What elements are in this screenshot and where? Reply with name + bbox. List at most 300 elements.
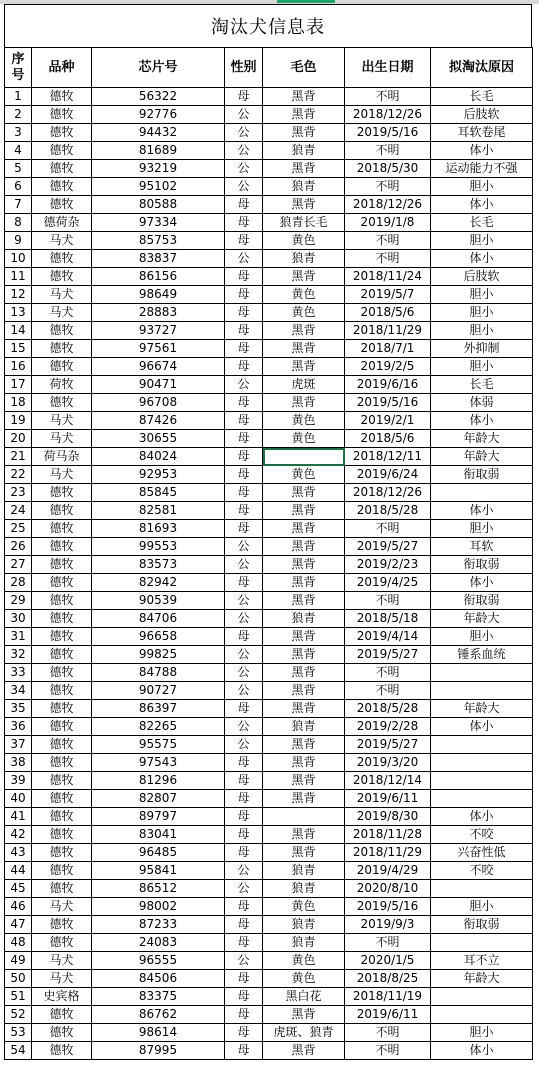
header-reason[interactable]: 拟淘汰原因 bbox=[431, 48, 533, 88]
cell-coat[interactable]: 狼青 bbox=[263, 250, 345, 268]
cell-seq[interactable]: 10 bbox=[5, 250, 32, 268]
cell-dob[interactable]: 不明 bbox=[345, 1042, 431, 1060]
cell-dob[interactable]: 不明 bbox=[345, 232, 431, 250]
cell-reason[interactable]: 体小 bbox=[431, 502, 533, 520]
cell-seq[interactable]: 1 bbox=[5, 88, 32, 106]
cell-seq[interactable]: 9 bbox=[5, 232, 32, 250]
cell-sex[interactable]: 母 bbox=[225, 394, 263, 412]
cell-dob[interactable]: 2019/5/27 bbox=[345, 646, 431, 664]
cell-chip[interactable]: 98002 bbox=[92, 898, 225, 916]
cell-chip[interactable]: 99553 bbox=[92, 538, 225, 556]
cell-dob[interactable]: 2019/8/30 bbox=[345, 808, 431, 826]
cell-dob[interactable]: 不明 bbox=[345, 1024, 431, 1042]
cell-dob[interactable]: 2018/5/6 bbox=[345, 304, 431, 322]
cell-chip[interactable]: 84706 bbox=[92, 610, 225, 628]
cell-chip[interactable]: 96674 bbox=[92, 358, 225, 376]
cell-seq[interactable]: 34 bbox=[5, 682, 32, 700]
cell-sex[interactable]: 公 bbox=[225, 718, 263, 736]
cell-sex[interactable]: 母 bbox=[225, 412, 263, 430]
cell-reason[interactable]: 胆小 bbox=[431, 322, 533, 340]
cell-chip[interactable]: 96555 bbox=[92, 952, 225, 970]
cell-seq[interactable]: 17 bbox=[5, 376, 32, 394]
cell-seq[interactable]: 31 bbox=[5, 628, 32, 646]
cell-breed[interactable]: 德牧 bbox=[32, 592, 92, 610]
cell-sex[interactable]: 母 bbox=[225, 268, 263, 286]
cell-reason[interactable] bbox=[431, 1006, 533, 1024]
cell-chip[interactable]: 83573 bbox=[92, 556, 225, 574]
cell-chip[interactable]: 86762 bbox=[92, 1006, 225, 1024]
cell-chip[interactable]: 85753 bbox=[92, 232, 225, 250]
cell-reason[interactable]: 体小 bbox=[431, 142, 533, 160]
cell-reason[interactable]: 外抑制 bbox=[431, 340, 533, 358]
cell-coat[interactable]: 黑背 bbox=[263, 484, 345, 502]
cell-chip[interactable]: 99825 bbox=[92, 646, 225, 664]
cell-dob[interactable]: 2018/11/28 bbox=[345, 826, 431, 844]
cell-seq[interactable]: 47 bbox=[5, 916, 32, 934]
cell-dob[interactable]: 2019/4/14 bbox=[345, 628, 431, 646]
cell-dob[interactable]: 不明 bbox=[345, 592, 431, 610]
cell-dob[interactable]: 2019/5/16 bbox=[345, 394, 431, 412]
cell-seq[interactable]: 35 bbox=[5, 700, 32, 718]
cell-breed[interactable]: 德牧 bbox=[32, 178, 92, 196]
cell-coat[interactable]: 黑背 bbox=[263, 196, 345, 214]
cell-dob[interactable]: 不明 bbox=[345, 682, 431, 700]
cell-coat[interactable]: 狼青 bbox=[263, 142, 345, 160]
cell-sex[interactable]: 母 bbox=[225, 484, 263, 502]
cell-reason[interactable]: 体弱 bbox=[431, 394, 533, 412]
cell-reason[interactable]: 胆小 bbox=[431, 286, 533, 304]
cell-chip[interactable]: 89797 bbox=[92, 808, 225, 826]
cell-coat[interactable]: 黄色 bbox=[263, 970, 345, 988]
cell-sex[interactable]: 母 bbox=[225, 772, 263, 790]
cell-seq[interactable]: 7 bbox=[5, 196, 32, 214]
cell-reason[interactable]: 体小 bbox=[431, 808, 533, 826]
cell-coat[interactable]: 黑背 bbox=[263, 736, 345, 754]
cell-reason[interactable]: 后肢软 bbox=[431, 106, 533, 124]
cell-seq[interactable]: 38 bbox=[5, 754, 32, 772]
cell-seq[interactable]: 12 bbox=[5, 286, 32, 304]
cell-reason[interactable]: 胆小 bbox=[431, 520, 533, 538]
cell-dob[interactable]: 2018/8/25 bbox=[345, 970, 431, 988]
cell-dob[interactable]: 2019/5/27 bbox=[345, 736, 431, 754]
cell-sex[interactable]: 公 bbox=[225, 682, 263, 700]
cell-reason[interactable]: 体小 bbox=[431, 250, 533, 268]
cell-dob[interactable]: 2019/6/11 bbox=[345, 790, 431, 808]
cell-breed[interactable]: 德牧 bbox=[32, 322, 92, 340]
cell-chip[interactable]: 82581 bbox=[92, 502, 225, 520]
cell-dob[interactable]: 2018/11/24 bbox=[345, 268, 431, 286]
header-breed[interactable]: 品种 bbox=[32, 48, 92, 88]
cell-seq[interactable]: 21 bbox=[5, 448, 32, 466]
cell-seq[interactable]: 43 bbox=[5, 844, 32, 862]
cell-dob[interactable]: 2018/12/26 bbox=[345, 106, 431, 124]
cell-reason[interactable]: 胆小 bbox=[431, 1024, 533, 1042]
cell-dob[interactable]: 2018/11/29 bbox=[345, 322, 431, 340]
cell-sex[interactable]: 母 bbox=[225, 340, 263, 358]
cell-reason[interactable]: 年龄大 bbox=[431, 700, 533, 718]
cell-sex[interactable]: 公 bbox=[225, 862, 263, 880]
cell-breed[interactable]: 德牧 bbox=[32, 484, 92, 502]
cell-reason[interactable]: 年龄大 bbox=[431, 430, 533, 448]
cell-breed[interactable]: 德牧 bbox=[32, 340, 92, 358]
cell-chip[interactable]: 98649 bbox=[92, 286, 225, 304]
cell-reason[interactable] bbox=[431, 880, 533, 898]
cell-sex[interactable]: 母 bbox=[225, 1024, 263, 1042]
cell-breed[interactable]: 德牧 bbox=[32, 574, 92, 592]
cell-dob[interactable]: 2019/6/11 bbox=[345, 1006, 431, 1024]
cell-coat[interactable]: 黑背 bbox=[263, 358, 345, 376]
cell-sex[interactable]: 公 bbox=[225, 376, 263, 394]
cell-breed[interactable]: 马犬 bbox=[32, 952, 92, 970]
cell-reason[interactable]: 长毛 bbox=[431, 376, 533, 394]
cell-dob[interactable]: 2019/5/16 bbox=[345, 124, 431, 142]
cell-chip[interactable]: 84024 bbox=[92, 448, 225, 466]
cell-seq[interactable]: 52 bbox=[5, 1006, 32, 1024]
cell-chip[interactable]: 86156 bbox=[92, 268, 225, 286]
cell-chip[interactable]: 97334 bbox=[92, 214, 225, 232]
cell-sex[interactable]: 母 bbox=[225, 214, 263, 232]
cell-breed[interactable]: 荷马杂 bbox=[32, 448, 92, 466]
cell-reason[interactable]: 运动能力不强 bbox=[431, 160, 533, 178]
cell-seq[interactable]: 11 bbox=[5, 268, 32, 286]
cell-chip[interactable]: 81296 bbox=[92, 772, 225, 790]
cell-sex[interactable]: 母 bbox=[225, 898, 263, 916]
cell-breed[interactable]: 德牧 bbox=[32, 502, 92, 520]
cell-reason[interactable]: 体小 bbox=[431, 412, 533, 430]
cell-coat[interactable]: 黑背 bbox=[263, 340, 345, 358]
cell-coat[interactable]: 黑背 bbox=[263, 592, 345, 610]
cell-chip[interactable]: 93727 bbox=[92, 322, 225, 340]
cell-sex[interactable]: 母 bbox=[225, 286, 263, 304]
cell-dob[interactable]: 不明 bbox=[345, 142, 431, 160]
cell-dob[interactable]: 2019/5/16 bbox=[345, 898, 431, 916]
cell-dob[interactable]: 2019/1/8 bbox=[345, 214, 431, 232]
cell-seq[interactable]: 20 bbox=[5, 430, 32, 448]
cell-coat[interactable]: 黑背 bbox=[263, 394, 345, 412]
cell-coat[interactable]: 黑背 bbox=[263, 754, 345, 772]
cell-dob[interactable]: 2019/3/20 bbox=[345, 754, 431, 772]
cell-chip[interactable]: 96658 bbox=[92, 628, 225, 646]
cell-chip[interactable]: 83041 bbox=[92, 826, 225, 844]
cell-chip[interactable]: 83837 bbox=[92, 250, 225, 268]
cell-chip[interactable]: 30655 bbox=[92, 430, 225, 448]
cell-dob[interactable]: 2018/11/29 bbox=[345, 844, 431, 862]
cell-seq[interactable]: 39 bbox=[5, 772, 32, 790]
cell-sex[interactable]: 公 bbox=[225, 124, 263, 142]
cell-reason[interactable]: 体小 bbox=[431, 718, 533, 736]
cell-reason[interactable]: 不咬 bbox=[431, 862, 533, 880]
cell-dob[interactable]: 2019/2/5 bbox=[345, 358, 431, 376]
cell-sex[interactable]: 母 bbox=[225, 466, 263, 484]
cell-seq[interactable]: 48 bbox=[5, 934, 32, 952]
cell-sex[interactable]: 母 bbox=[225, 448, 263, 466]
cell-sex[interactable]: 公 bbox=[225, 646, 263, 664]
cell-seq[interactable]: 46 bbox=[5, 898, 32, 916]
cell-reason[interactable]: 胆小 bbox=[431, 178, 533, 196]
cell-sex[interactable]: 母 bbox=[225, 1006, 263, 1024]
cell-coat[interactable]: 黑背 bbox=[263, 772, 345, 790]
cell-breed[interactable]: 德牧 bbox=[32, 880, 92, 898]
cell-chip[interactable]: 81689 bbox=[92, 142, 225, 160]
cell-breed[interactable]: 德牧 bbox=[32, 790, 92, 808]
cell-sex[interactable]: 母 bbox=[225, 196, 263, 214]
cell-reason[interactable]: 后肢软 bbox=[431, 268, 533, 286]
cell-breed[interactable]: 德牧 bbox=[32, 844, 92, 862]
cell-reason[interactable]: 体小 bbox=[431, 1042, 533, 1060]
cell-sex[interactable]: 母 bbox=[225, 988, 263, 1006]
cell-coat[interactable]: 狼青 bbox=[263, 916, 345, 934]
cell-reason[interactable] bbox=[431, 790, 533, 808]
cell-sex[interactable]: 母 bbox=[225, 916, 263, 934]
cell-chip[interactable]: 24083 bbox=[92, 934, 225, 952]
cell-reason[interactable]: 年龄大 bbox=[431, 970, 533, 988]
cell-seq[interactable]: 4 bbox=[5, 142, 32, 160]
cell-dob[interactable]: 2018/12/11 bbox=[345, 448, 431, 466]
cell-coat[interactable]: 黑背 bbox=[263, 520, 345, 538]
cell-breed[interactable]: 德牧 bbox=[32, 250, 92, 268]
cell-chip[interactable]: 98614 bbox=[92, 1024, 225, 1042]
cell-chip[interactable]: 82265 bbox=[92, 718, 225, 736]
cell-chip[interactable]: 96485 bbox=[92, 844, 225, 862]
cell-dob[interactable]: 2019/4/25 bbox=[345, 574, 431, 592]
cell-coat[interactable]: 黑背 bbox=[263, 538, 345, 556]
cell-coat[interactable]: 狼青 bbox=[263, 934, 345, 952]
cell-chip[interactable]: 92953 bbox=[92, 466, 225, 484]
sheet-title[interactable]: 淘汰犬信息表 bbox=[4, 4, 532, 48]
cell-coat[interactable]: 黄色 bbox=[263, 232, 345, 250]
cell-sex[interactable]: 公 bbox=[225, 610, 263, 628]
cell-sex[interactable]: 母 bbox=[225, 754, 263, 772]
cell-dob[interactable]: 2018/5/28 bbox=[345, 502, 431, 520]
cell-breed[interactable]: 马犬 bbox=[32, 466, 92, 484]
cell-coat[interactable]: 狼青长毛 bbox=[263, 214, 345, 232]
cell-coat[interactable]: 黄色 bbox=[263, 412, 345, 430]
cell-seq[interactable]: 14 bbox=[5, 322, 32, 340]
cell-chip[interactable]: 94432 bbox=[92, 124, 225, 142]
cell-coat[interactable]: 黑背 bbox=[263, 124, 345, 142]
cell-sex[interactable]: 母 bbox=[225, 934, 263, 952]
cell-breed[interactable]: 马犬 bbox=[32, 304, 92, 322]
cell-reason[interactable]: 胆小 bbox=[431, 232, 533, 250]
cell-dob[interactable]: 不明 bbox=[345, 178, 431, 196]
cell-chip[interactable]: 90471 bbox=[92, 376, 225, 394]
cell-dob[interactable]: 2019/2/1 bbox=[345, 412, 431, 430]
cell-seq[interactable]: 37 bbox=[5, 736, 32, 754]
cell-coat[interactable]: 狼青 bbox=[263, 862, 345, 880]
cell-reason[interactable]: 衔取弱 bbox=[431, 592, 533, 610]
cell-sex[interactable]: 公 bbox=[225, 142, 263, 160]
cell-breed[interactable]: 史宾格 bbox=[32, 988, 92, 1006]
cell-coat[interactable]: 黑背 bbox=[263, 574, 345, 592]
cell-reason[interactable]: 体小 bbox=[431, 574, 533, 592]
cell-breed[interactable]: 德牧 bbox=[32, 88, 92, 106]
cell-coat[interactable]: 黄色 bbox=[263, 952, 345, 970]
cell-dob[interactable]: 2019/4/29 bbox=[345, 862, 431, 880]
cell-sex[interactable]: 母 bbox=[225, 1042, 263, 1060]
cell-dob[interactable]: 2018/5/30 bbox=[345, 160, 431, 178]
cell-breed[interactable]: 德牧 bbox=[32, 268, 92, 286]
cell-coat[interactable]: 黑背 bbox=[263, 322, 345, 340]
cell-reason[interactable]: 年龄大 bbox=[431, 448, 533, 466]
cell-breed[interactable]: 德牧 bbox=[32, 610, 92, 628]
cell-reason[interactable] bbox=[431, 934, 533, 952]
cell-chip[interactable]: 80588 bbox=[92, 196, 225, 214]
cell-chip[interactable]: 85845 bbox=[92, 484, 225, 502]
cell-coat[interactable]: 黄色 bbox=[263, 466, 345, 484]
cell-breed[interactable]: 德牧 bbox=[32, 1006, 92, 1024]
cell-seq[interactable]: 24 bbox=[5, 502, 32, 520]
cell-sex[interactable]: 公 bbox=[225, 736, 263, 754]
cell-chip[interactable]: 82807 bbox=[92, 790, 225, 808]
cell-breed[interactable]: 德牧 bbox=[32, 628, 92, 646]
cell-breed[interactable]: 德牧 bbox=[32, 736, 92, 754]
cell-seq[interactable]: 18 bbox=[5, 394, 32, 412]
cell-sex[interactable]: 公 bbox=[225, 664, 263, 682]
cell-dob[interactable]: 2019/5/7 bbox=[345, 286, 431, 304]
cell-breed[interactable]: 德牧 bbox=[32, 664, 92, 682]
cell-chip[interactable]: 92776 bbox=[92, 106, 225, 124]
cell-sex[interactable]: 公 bbox=[225, 538, 263, 556]
cell-chip[interactable]: 56322 bbox=[92, 88, 225, 106]
cell-coat[interactable]: 黑背 bbox=[263, 1042, 345, 1060]
cell-dob[interactable]: 2018/5/28 bbox=[345, 700, 431, 718]
cell-chip[interactable]: 87995 bbox=[92, 1042, 225, 1060]
cell-reason[interactable] bbox=[431, 664, 533, 682]
cell-sex[interactable]: 母 bbox=[225, 430, 263, 448]
cell-chip[interactable]: 90539 bbox=[92, 592, 225, 610]
cell-dob[interactable]: 2019/9/3 bbox=[345, 916, 431, 934]
cell-dob[interactable]: 2019/5/27 bbox=[345, 538, 431, 556]
cell-reason[interactable] bbox=[431, 772, 533, 790]
cell-breed[interactable]: 德牧 bbox=[32, 718, 92, 736]
cell-chip[interactable]: 83375 bbox=[92, 988, 225, 1006]
cell-breed[interactable]: 德牧 bbox=[32, 538, 92, 556]
cell-seq[interactable]: 6 bbox=[5, 178, 32, 196]
cell-breed[interactable]: 德牧 bbox=[32, 916, 92, 934]
cell-reason[interactable]: 胆小 bbox=[431, 898, 533, 916]
cell-sex[interactable]: 母 bbox=[225, 628, 263, 646]
cell-chip[interactable]: 87233 bbox=[92, 916, 225, 934]
cell-sex[interactable]: 公 bbox=[225, 592, 263, 610]
cell-coat[interactable]: 黑背 bbox=[263, 790, 345, 808]
cell-seq[interactable]: 15 bbox=[5, 340, 32, 358]
cell-seq[interactable]: 41 bbox=[5, 808, 32, 826]
cell-reason[interactable] bbox=[431, 754, 533, 772]
cell-dob[interactable]: 2018/12/26 bbox=[345, 484, 431, 502]
selected-cell[interactable] bbox=[263, 448, 345, 466]
cell-seq[interactable]: 33 bbox=[5, 664, 32, 682]
cell-seq[interactable]: 26 bbox=[5, 538, 32, 556]
cell-reason[interactable] bbox=[431, 988, 533, 1006]
cell-coat[interactable]: 黑背 bbox=[263, 628, 345, 646]
cell-coat[interactable]: 黑白花 bbox=[263, 988, 345, 1006]
cell-seq[interactable]: 5 bbox=[5, 160, 32, 178]
cell-sex[interactable]: 母 bbox=[225, 520, 263, 538]
cell-dob[interactable]: 2018/7/1 bbox=[345, 340, 431, 358]
cell-coat[interactable]: 黑背 bbox=[263, 664, 345, 682]
cell-dob[interactable]: 不明 bbox=[345, 664, 431, 682]
cell-coat[interactable]: 狼青 bbox=[263, 610, 345, 628]
cell-coat[interactable]: 黄色 bbox=[263, 304, 345, 322]
cell-breed[interactable]: 德牧 bbox=[32, 646, 92, 664]
cell-sex[interactable]: 公 bbox=[225, 250, 263, 268]
cell-breed[interactable]: 德牧 bbox=[32, 808, 92, 826]
cell-breed[interactable]: 德牧 bbox=[32, 556, 92, 574]
cell-coat[interactable]: 黑背 bbox=[263, 556, 345, 574]
cell-coat[interactable]: 黑背 bbox=[263, 160, 345, 178]
cell-sex[interactable]: 公 bbox=[225, 952, 263, 970]
cell-breed[interactable]: 德牧 bbox=[32, 160, 92, 178]
cell-seq[interactable]: 51 bbox=[5, 988, 32, 1006]
cell-sex[interactable]: 母 bbox=[225, 304, 263, 322]
cell-reason[interactable]: 年龄大 bbox=[431, 610, 533, 628]
cell-chip[interactable]: 86512 bbox=[92, 880, 225, 898]
cell-coat[interactable]: 狼青 bbox=[263, 178, 345, 196]
cell-seq[interactable]: 44 bbox=[5, 862, 32, 880]
cell-sex[interactable]: 母 bbox=[225, 826, 263, 844]
cell-breed[interactable]: 德牧 bbox=[32, 1042, 92, 1060]
cell-chip[interactable]: 96708 bbox=[92, 394, 225, 412]
cell-sex[interactable]: 母 bbox=[225, 232, 263, 250]
cell-seq[interactable]: 36 bbox=[5, 718, 32, 736]
cell-breed[interactable]: 德荷杂 bbox=[32, 214, 92, 232]
cell-seq[interactable]: 32 bbox=[5, 646, 32, 664]
cell-reason[interactable]: 长毛 bbox=[431, 214, 533, 232]
cell-dob[interactable]: 不明 bbox=[345, 934, 431, 952]
cell-breed[interactable]: 德牧 bbox=[32, 106, 92, 124]
cell-chip[interactable]: 93219 bbox=[92, 160, 225, 178]
cell-coat[interactable]: 黑背 bbox=[263, 826, 345, 844]
cell-reason[interactable]: 衔取弱 bbox=[431, 466, 533, 484]
cell-dob[interactable]: 2018/12/26 bbox=[345, 196, 431, 214]
cell-sex[interactable]: 母 bbox=[225, 970, 263, 988]
cell-dob[interactable]: 2020/1/5 bbox=[345, 952, 431, 970]
cell-chip[interactable]: 95841 bbox=[92, 862, 225, 880]
cell-sex[interactable]: 公 bbox=[225, 160, 263, 178]
cell-chip[interactable]: 97561 bbox=[92, 340, 225, 358]
cell-chip[interactable]: 81693 bbox=[92, 520, 225, 538]
header-coat[interactable]: 毛色 bbox=[263, 48, 345, 88]
cell-sex[interactable]: 公 bbox=[225, 106, 263, 124]
cell-chip[interactable]: 84506 bbox=[92, 970, 225, 988]
cell-breed[interactable]: 荷牧 bbox=[32, 376, 92, 394]
cell-breed[interactable]: 德牧 bbox=[32, 520, 92, 538]
cell-sex[interactable]: 公 bbox=[225, 556, 263, 574]
cell-breed[interactable]: 德牧 bbox=[32, 700, 92, 718]
cell-seq[interactable]: 54 bbox=[5, 1042, 32, 1060]
cell-reason[interactable] bbox=[431, 736, 533, 754]
cell-coat[interactable]: 虎斑、狼青 bbox=[263, 1024, 345, 1042]
cell-reason[interactable]: 衔取弱 bbox=[431, 556, 533, 574]
cell-seq[interactable]: 29 bbox=[5, 592, 32, 610]
cell-sex[interactable]: 母 bbox=[225, 88, 263, 106]
cell-chip[interactable]: 95575 bbox=[92, 736, 225, 754]
header-seq[interactable] bbox=[5, 48, 32, 88]
cell-chip[interactable]: 90727 bbox=[92, 682, 225, 700]
cell-sex[interactable]: 公 bbox=[225, 178, 263, 196]
cell-dob[interactable]: 2019/6/16 bbox=[345, 376, 431, 394]
cell-dob[interactable]: 2020/8/10 bbox=[345, 880, 431, 898]
cell-breed[interactable]: 马犬 bbox=[32, 970, 92, 988]
cell-seq[interactable]: 22 bbox=[5, 466, 32, 484]
cell-dob[interactable]: 不明 bbox=[345, 250, 431, 268]
cell-breed[interactable]: 马犬 bbox=[32, 412, 92, 430]
cell-chip[interactable]: 28883 bbox=[92, 304, 225, 322]
cell-reason[interactable]: 耳不立 bbox=[431, 952, 533, 970]
cell-seq[interactable]: 2 bbox=[5, 106, 32, 124]
cell-reason[interactable]: 衔取弱 bbox=[431, 916, 533, 934]
cell-reason[interactable]: 胆小 bbox=[431, 358, 533, 376]
